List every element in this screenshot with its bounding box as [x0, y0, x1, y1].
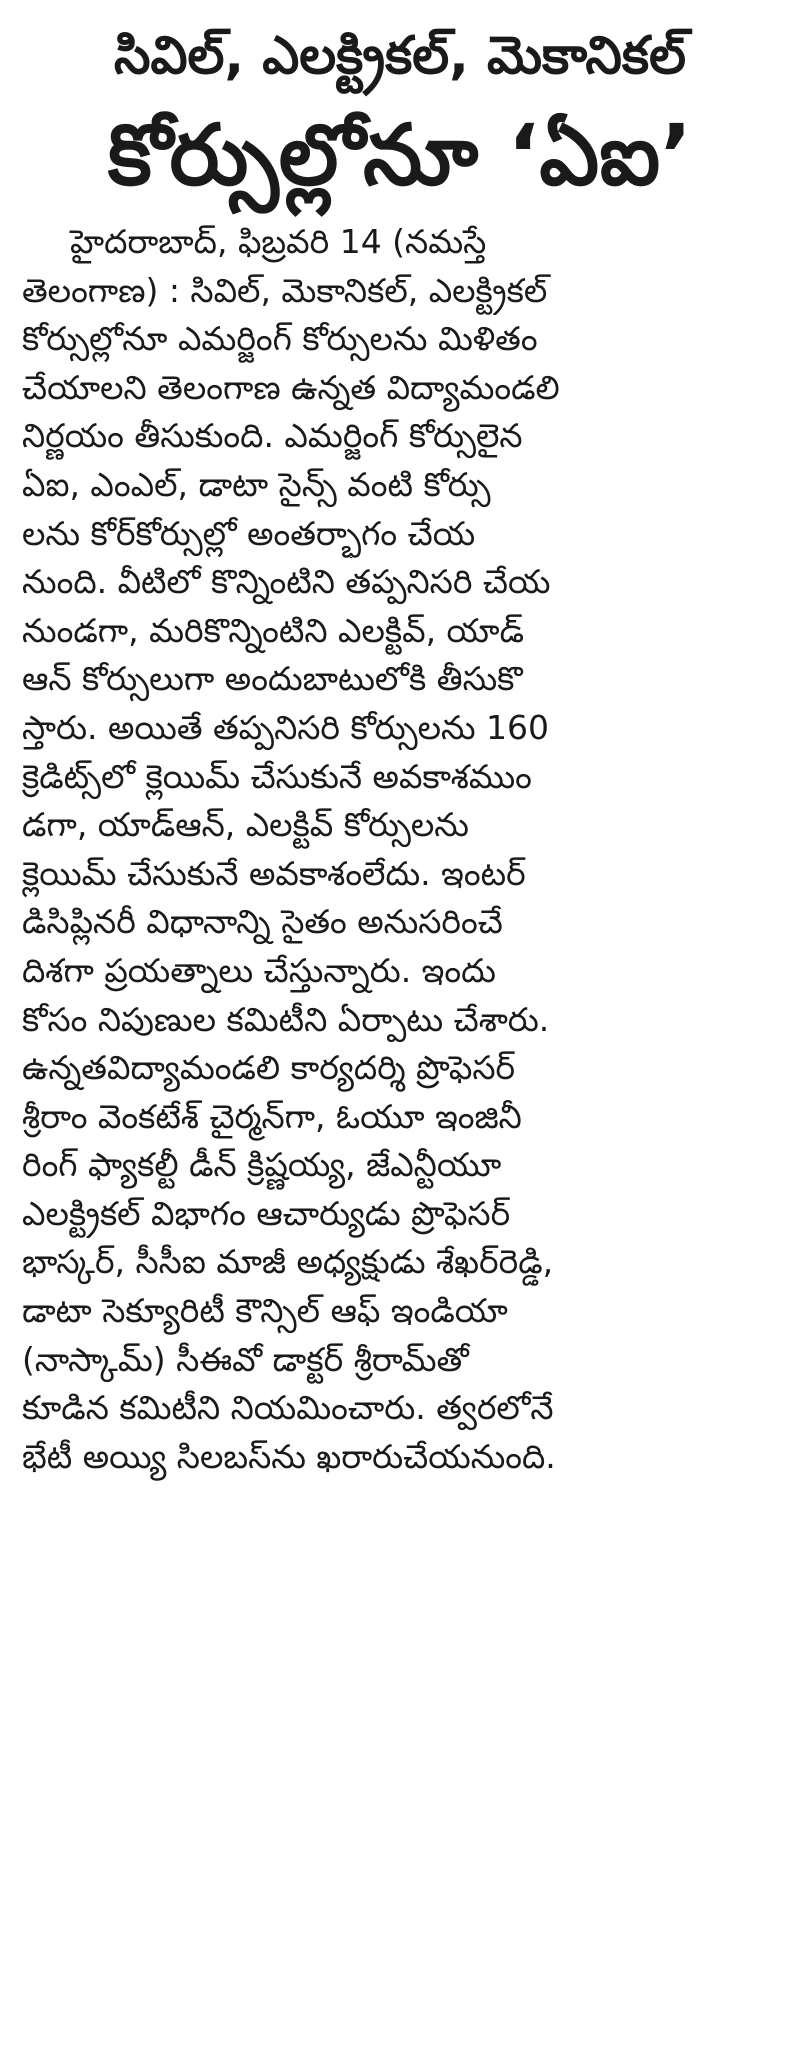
article-body-line: డిసిప్లినరీ విధానాన్ని సైతం అనుసరించే [22, 902, 503, 942]
article-body-line: నుంది. వీటిలో కొన్నింటిని తప్పనిసరి చేయ [22, 562, 551, 602]
article-body-line: భేటీ అయ్యి సిలబస్‌ను ఖరారుచేయనుంది. [22, 1436, 556, 1476]
article-body-line: క్రెడిట్స్‌లో క్లెయిమ్ చేసుకునే అవకాశముం [22, 756, 532, 796]
headline-line-1: సివిల్, ఎలక్ట్రికల్, మెకానికల్ [114, 26, 686, 86]
article-body-line: ఆన్ కోర్సులుగా అందుబాటులోకి తీసుకొ [22, 659, 523, 699]
article-body-line: ఉన్నతవిద్యామండలి కార్యదర్శి ప్రొఫెసర్ [22, 1048, 516, 1088]
article-body-line: డాటా సెక్యూరిటీ కౌన్సిల్ ఆఫ్ ఇండియా [22, 1291, 508, 1331]
article-body-line: హైదరాబాద్, ఫిబ్రవరి 14 (నమస్తే [70, 222, 487, 261]
article-body [22, 218, 778, 1481]
article-body-line: ఏఐ, ఎంఎల్, డాటా సైన్స్ వంటి కోర్సు [22, 464, 491, 504]
article-body-line: రింగ్ ఫ్యాకల్టీ డీన్ క్రిష్ణయ్య, జేఎన్టీయూ [22, 1145, 502, 1185]
article-body-line: భాస్కర్, సీసీఐ మాజీ అధ్యక్షుడు శేఖర్‌రెడ్డి, [22, 1242, 554, 1282]
article-body-line: తెలంగాణ) : సివిల్, మెకానికల్, ఎలక్ట్రికల్ [22, 270, 548, 310]
headline-line-2: కోర్సుల్లోనూ ‘ఏఐ’ [107, 106, 693, 204]
article-body-line: లను కోర్‌కోర్సుల్లో అంతర్భాగం చేయ [22, 513, 476, 553]
article-body-line: నిర్ణయం తీసుకుంది. ఎమర్జింగ్ కోర్సులైన [22, 416, 523, 456]
article-body-line: కూడిన కమిటీని నియమించారు. త్వరలోనే [22, 1388, 554, 1428]
article-body-line: క్లెయిమ్ చేసుకునే అవకాశంలేదు. ఇంటర్ [22, 853, 526, 893]
article-body-line: కోసం నిపుణుల కమిటీని ఏర్పాటు చేశారు. [22, 999, 550, 1039]
article-body-line: (నాస్కామ్) సీఈవో డాక్టర్ శ్రీరామ్‌తో [22, 1339, 469, 1379]
article-body-line: చేయాలని తెలంగాణ ఉన్నత విద్యామండలి [22, 367, 560, 407]
article-body-line: డగా, యాడ్‌ఆన్, ఎలక్టివ్ కోర్సులను [22, 805, 469, 845]
article-body-line: శ్రీరాం వెంకటేశ్ చైర్మన్‌గా, ఓయూ ఇంజినీ [22, 1096, 522, 1136]
article-body-line: ఎలక్ట్రికల్ విభాగం ఆచార్యుడు ప్రొఫెసర్ [22, 1193, 511, 1233]
article-body-line: కోర్సుల్లోనూ ఎమర్జింగ్ కోర్సులను మిళితం [22, 319, 538, 359]
article-body-line: నుండగా, మరికొన్నింటిని ఎలక్టివ్, యాడ్ [22, 610, 525, 650]
article-body-line: దిశగా ప్రయత్నాలు చేస్తున్నారు. ఇందు [22, 950, 496, 990]
article-body-line: స్తారు. అయితే తప్పనిసరి కోర్సులను 160 [22, 707, 550, 747]
